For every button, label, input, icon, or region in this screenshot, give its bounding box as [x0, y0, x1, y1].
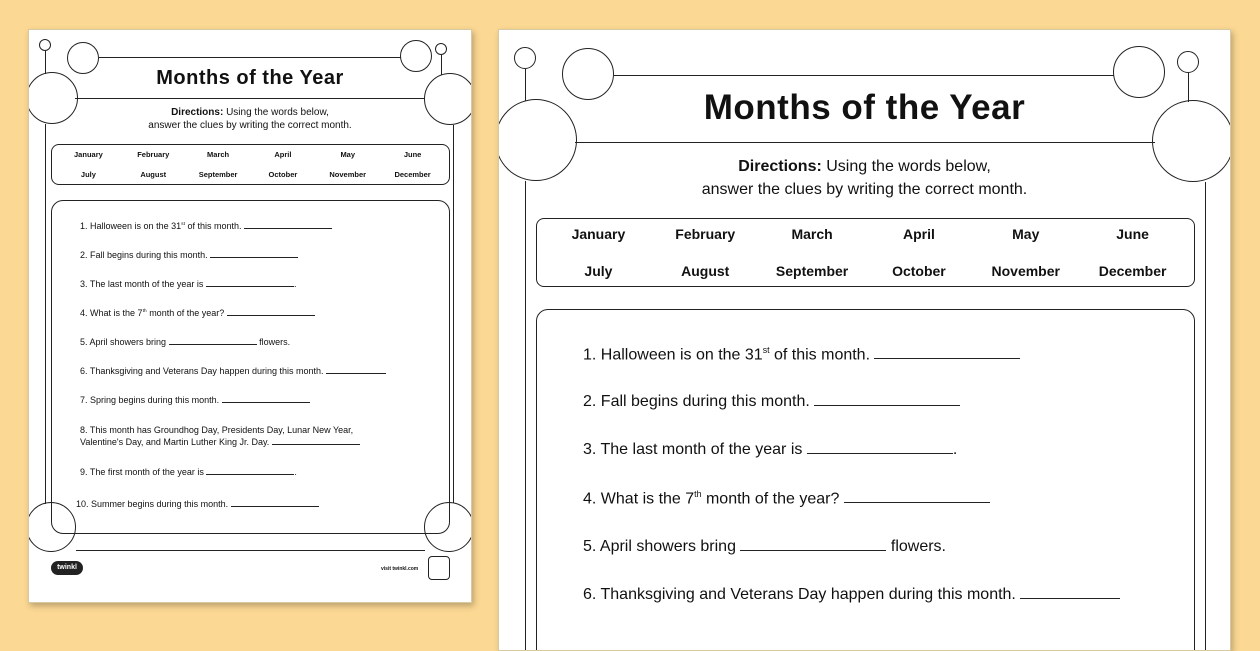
month-word: October	[892, 262, 946, 279]
month-word: June	[1116, 226, 1149, 243]
clue-number: 3.	[583, 441, 597, 458]
decorative-circle	[435, 43, 447, 55]
clue-superscript: st	[762, 345, 770, 355]
month-word: February	[137, 149, 170, 159]
clue-item	[80, 424, 360, 448]
clue-item	[583, 393, 960, 411]
month-word: December	[394, 170, 431, 180]
answer-blank[interactable]	[222, 402, 310, 403]
clue-number: 4.	[80, 308, 88, 318]
clue-number: 7.	[80, 395, 88, 405]
clue-text: .	[293, 279, 297, 289]
clue-text: .	[294, 467, 297, 477]
answer-blank[interactable]	[844, 502, 990, 503]
clue-text: This month has Groundhog Day, Presidents Day, Lunar New Year,	[89, 425, 354, 435]
month-word: March	[791, 226, 833, 243]
clue-number: 2.	[80, 250, 88, 260]
answer-blank[interactable]	[874, 358, 1020, 359]
answer-blank[interactable]	[272, 444, 360, 445]
clue-text: .	[952, 441, 958, 458]
month-word: April	[902, 226, 935, 243]
clue-text: of this month.	[769, 346, 871, 364]
clue-text: Valentine's Day, and Martin Luther King Jr. Day.	[80, 437, 270, 447]
month-word: March	[207, 149, 230, 159]
clue-number: 3.	[80, 279, 88, 289]
clue-text: Halloween is on the 31	[600, 346, 763, 364]
frame-line	[45, 124, 46, 504]
answer-blank[interactable]	[807, 453, 953, 454]
month-word: June	[403, 149, 422, 159]
month-word: May	[340, 149, 356, 159]
clue-text: month of the year?	[146, 308, 225, 318]
clue-item	[76, 499, 319, 509]
clue-number: 1.	[80, 221, 88, 231]
clue-item	[583, 489, 990, 508]
month-word: December	[1098, 262, 1167, 279]
clue-item	[583, 345, 1020, 364]
clue-text: The last month of the year is	[89, 279, 204, 289]
directions-label: Directions:	[171, 107, 224, 118]
frame-line	[75, 98, 425, 99]
worksheet-preview-small	[28, 29, 472, 603]
directions-text: answer the clues by writing the correct month.	[148, 120, 352, 131]
clue-number: 10.	[76, 499, 89, 509]
frame-line	[614, 75, 1114, 76]
directions-text: answer the clues by writing the correct month.	[701, 181, 1028, 198]
clue-text: of this month.	[184, 221, 242, 231]
answer-blank[interactable]	[210, 257, 298, 258]
month-word: August	[681, 262, 730, 279]
clue-text: The first month of the year is	[89, 467, 204, 477]
directions	[29, 106, 471, 132]
month-word: November	[329, 170, 367, 180]
month-word: February	[675, 226, 736, 243]
decorative-circle	[1177, 51, 1199, 73]
clue-number: 1.	[583, 346, 597, 364]
footer-url: visit twinkl.com	[381, 566, 419, 572]
answer-blank[interactable]	[227, 315, 315, 316]
month-word: August	[140, 170, 167, 180]
directions	[499, 155, 1230, 201]
directions-text: Using the words below,	[223, 107, 329, 118]
frame-line	[1205, 182, 1206, 651]
clue-superscript: th	[142, 309, 147, 314]
clue-text: April showers bring	[599, 538, 736, 555]
month-word: May	[1012, 226, 1040, 243]
clue-text: Fall begins during this month.	[90, 250, 208, 260]
clue-text: Halloween is on the 31	[90, 221, 182, 231]
decorative-circle	[39, 39, 51, 51]
clue-number: 6.	[583, 586, 597, 603]
clue-item	[80, 337, 290, 347]
month-word-bank	[51, 144, 450, 185]
answer-blank[interactable]	[231, 506, 319, 507]
month-word: September	[775, 262, 849, 279]
clue-text: Fall begins during this month.	[600, 393, 810, 410]
answer-blank[interactable]	[244, 228, 332, 229]
answer-blank[interactable]	[740, 550, 886, 551]
clue-text: month of the year?	[701, 490, 840, 508]
clue-superscript: th	[694, 489, 702, 499]
directions-label: Directions:	[738, 158, 822, 175]
clue-item	[80, 221, 332, 231]
clue-number: 4.	[583, 490, 597, 508]
month-word: July	[584, 262, 613, 279]
answer-blank[interactable]	[206, 286, 294, 287]
month-word: September	[198, 170, 238, 180]
clue-text: Thanksgiving and Veterans Day happen during this month.	[600, 586, 1016, 603]
clue-number: 8.	[80, 425, 88, 435]
clue-number: 6.	[80, 366, 88, 376]
month-word: July	[80, 170, 96, 180]
decorative-circle	[514, 47, 536, 69]
month-word-bank	[536, 218, 1195, 287]
clue-item	[583, 441, 957, 459]
month-word: January	[74, 149, 103, 159]
page-title: Months of the Year	[156, 67, 344, 89]
month-word: November	[991, 262, 1060, 279]
answer-blank[interactable]	[326, 373, 386, 374]
directions-text: Using the words below,	[821, 158, 991, 175]
page-title: Months of the Year	[703, 88, 1026, 127]
clue-superscript: st	[181, 222, 185, 227]
answer-blank[interactable]	[814, 405, 960, 406]
clue-item	[80, 250, 298, 260]
clue-text: Thanksgiving and Veterans Day happen during this month.	[89, 366, 324, 376]
clue-text: April showers bring	[89, 337, 167, 347]
clue-text: What is the 7	[90, 308, 143, 318]
frame-line	[525, 181, 526, 651]
clue-item	[583, 538, 946, 556]
clue-item	[583, 586, 1120, 604]
clue-text: flowers.	[890, 538, 946, 555]
frame-line	[453, 125, 454, 503]
clue-number: 5.	[80, 337, 88, 347]
frame-line	[575, 142, 1155, 143]
clue-item	[80, 366, 386, 376]
clue-number: 2.	[583, 393, 597, 410]
answer-blank[interactable]	[169, 344, 257, 345]
month-word: October	[268, 170, 298, 180]
clue-text: Summer begins during this month.	[91, 499, 229, 509]
month-word: January	[571, 226, 626, 243]
frame-line	[76, 550, 425, 551]
answer-blank[interactable]	[1020, 598, 1120, 599]
clue-item	[80, 308, 315, 318]
clue-list	[536, 309, 1195, 651]
clue-number: 9.	[80, 467, 88, 477]
month-word: April	[274, 149, 292, 159]
clue-item	[80, 395, 310, 405]
clue-number: 5.	[583, 538, 597, 555]
twinkl-badge	[428, 556, 450, 580]
clue-text: Spring begins during this month.	[90, 395, 220, 405]
clue-text: What is the 7	[600, 490, 695, 508]
frame-line	[99, 57, 401, 58]
clue-item	[80, 467, 297, 477]
clue-list	[51, 200, 450, 534]
twinkl-logo: twinkl	[51, 561, 83, 575]
clue-item	[80, 279, 296, 289]
clue-text: flowers.	[259, 337, 291, 347]
clue-text: The last month of the year is	[600, 441, 803, 458]
answer-blank[interactable]	[206, 474, 294, 475]
worksheet-zoomed	[498, 29, 1231, 651]
